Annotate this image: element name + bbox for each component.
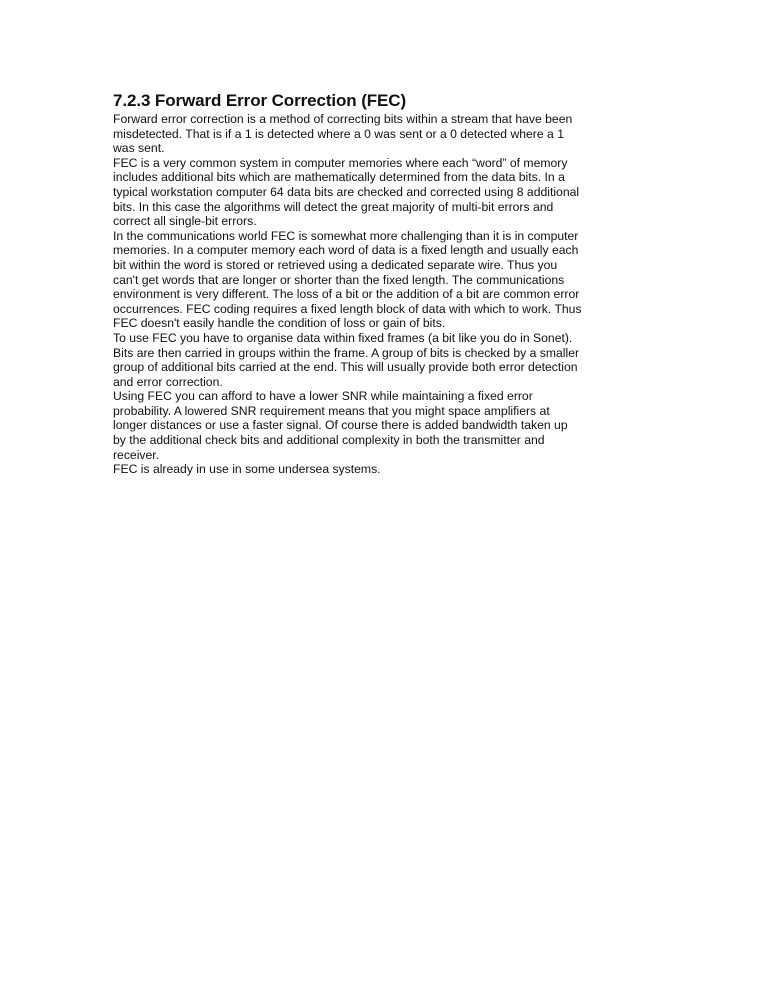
paragraph-computer-memories: FEC is a very common system in computer memories where each “word” of memory includes additional bits which are mathematically determined from the data bits. In a typical workstation computer 64 data bits are checked and corrected using 8 additional bits. In this case the algorithms will detect the great majority of multi-bit errors and correct all single-bit errors. — [113, 155, 580, 229]
paragraph-fixed-frames: To use FEC you have to organise data within fixed frames (a bit like you do in Sonet). Bits are then carried in groups within the frame. A group of bits is checked by a smaller group of additional bits carried at the end. This will usually provide both error detection and error correction. — [113, 330, 580, 389]
document-page — [113, 91, 583, 477]
paragraph-communications-world: In the communications world FEC is somewhat more challenging than it is in computer memories. In a computer memory each word of data is a fixed length and usually each bit within the word is stored or retrieved using a dedicated separate wire. Thus you can't get words that are longer or shorter than the fixed length. The communications environment is very different. The loss of a bit or the addition of a bit are common error occurrences. FEC coding requires a fixed length block of data with which to work. Thus FEC doesn't easily handle the condition of loss or gain of bits. — [113, 228, 582, 331]
paragraph-undersea-systems: FEC is already in use in some undersea systems. — [113, 462, 381, 477]
paragraph-snr: Using FEC you can afford to have a lower SNR while maintaining a fixed error probability. A lowered SNR requirement means that you might space amplifiers at longer distances or use a faster signal. Of course there is added bandwidth taken up by the additional check bits and additional complexity in both the transmitter and receiver. — [113, 389, 568, 462]
section-heading: 7.2.3 Forward Error Correction (FEC) — [113, 91, 407, 110]
paragraph-fec-definition: Forward error correction is a method of correcting bits within a stream that have been misdetected. That is if a 1 is detected where a 0 was sent or a 0 detected where a 1 was sent. — [113, 112, 573, 156]
section-body — [113, 112, 583, 477]
